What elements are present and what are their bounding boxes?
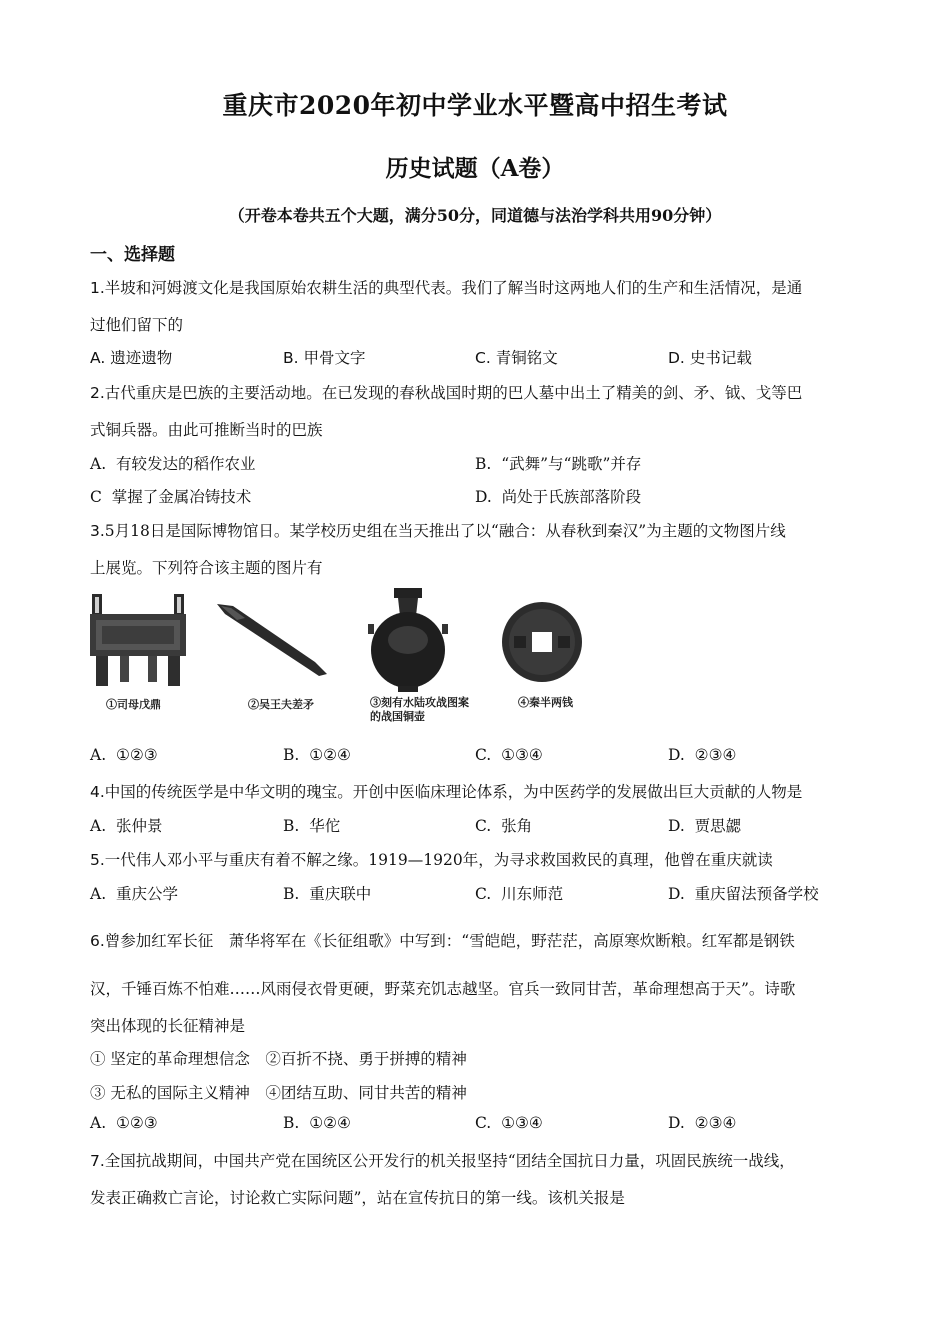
exam-instructions: （开卷本卷共五个大题，满分50分，同道德与法治学科共用90分钟） (228, 206, 722, 225)
q1-option-b: B. 甲骨文字 (283, 349, 366, 367)
q3-option-d: D. ②③④ (668, 746, 737, 764)
image-caption-1: ①司母戊鼎 (106, 698, 161, 711)
q4-option-d: D. 贾思勰 (668, 817, 742, 835)
q5-option-c: C. 川东师范 (475, 885, 564, 903)
bronze-pot-image (368, 586, 448, 694)
section-heading: 一、选择题 (90, 245, 175, 265)
q5-option-d: D. 重庆留法预备学校 (668, 885, 819, 903)
q3-option-c: C. ①③④ (475, 746, 543, 764)
q7-line1: 7.全国抗战期间，中国共产党在国统区公开发行的机关报坚持“团结全国抗日力量，巩固民族统一战线， (90, 1152, 795, 1170)
image-caption-2: ②吴王夫差矛 (248, 698, 314, 711)
coin-image (500, 600, 584, 684)
q2-option-a: A. 有较发达的稻作农业 (90, 455, 256, 473)
q6-option-a: A. ①②③ (90, 1114, 158, 1132)
q5-option-a: A. 重庆公学 (90, 885, 178, 903)
q6-line3: 突出体现的长征精神是 (90, 1017, 246, 1035)
q3-line1: 3.5月18日是国际博物馆日。某学校历史组在当天推出了以“融合：从春秋到秦汉”为主题的文物图片线 (90, 522, 786, 540)
q4-option-c: C. 张角 (475, 817, 533, 835)
q3-line2: 上展览。下列符合该主题的图片有 (90, 559, 323, 577)
q4-line1: 4.中国的传统医学是中华文明的瑰宝。开创中医临床理论体系，为中医药学的发展做出巨大贡献的人物是 (90, 783, 803, 801)
exam-subtitle: 历史试题（A卷） (385, 155, 565, 182)
q2-option-b: B. “武舞”与“跳歌”并存 (475, 455, 642, 473)
q6-option-c: C. ①③④ (475, 1114, 543, 1132)
spear-image (215, 600, 330, 680)
q6-item1: ① 坚定的革命理想信念 ②百折不挠、勇于拼搏的精神 (90, 1050, 467, 1068)
q4-option-b: B. 华佗 (283, 817, 341, 835)
q7-line2: 发表正确救亡言论，讨论救亡实际问题”，站在宣传抗日的第一线。该机关报是 (90, 1189, 625, 1207)
exam-title: 重庆市2020年初中学业水平暨高中招生考试 (222, 91, 728, 120)
q6-option-b: B. ①②④ (283, 1114, 351, 1132)
q6-line2: 汉，千锤百炼不怕难……风雨侵衣骨更硬，野菜充饥志越坚。官兵一致同甘苦，革命理想高于天”。诗歌 (90, 980, 796, 998)
q5-line1: 5.一代伟人邓小平与重庆有着不解之缘。1919—1920年，为寻求救国救民的真理，他曾在重庆就读 (90, 851, 773, 869)
q1-option-a: A. 遗迹遗物 (90, 349, 173, 367)
q4-option-a: A. 张仲景 (90, 817, 163, 835)
q6-option-d: D. ②③④ (668, 1114, 737, 1132)
q2-line1: 2.古代重庆是巴族的主要活动地。在已发现的春秋战国时期的巴人墓中出土了精美的剑、矛、钺、戈等巴 (90, 384, 803, 402)
q5-option-b: B. 重庆联中 (283, 885, 372, 903)
image-caption-3: ③刻有水陆攻战图案的战国铜壶 (370, 696, 469, 723)
q2-option-d: D. 尚处于氏族部落阶段 (475, 488, 642, 506)
q1-line2: 过他们留下的 (90, 316, 184, 334)
q3-option-a: A. ①②③ (90, 746, 158, 764)
ding-vessel-image (88, 588, 188, 688)
q6-item2: ③ 无私的国际主义精神 ④团结互助、同甘共苦的精神 (90, 1084, 467, 1102)
q6-line1: 6.曾参加红军长征 萧华将军在《长征组歌》中写到：“雪皑皑，野茫茫，高原寒炊断粮。红军都是钢铁 (90, 932, 795, 950)
image-caption-4: ④秦半两钱 (518, 696, 573, 709)
q1-line1: 1.半坡和河姆渡文化是我国原始农耕生活的典型代表。我们了解当时这两地人们的生产和生活情况，是通 (90, 279, 803, 297)
q1-option-c: C. 青铜铭文 (475, 349, 558, 367)
q2-line2: 式铜兵器。由此可推断当时的巴族 (90, 421, 323, 439)
q3-option-b: B. ①②④ (283, 746, 351, 764)
q1-option-d: D. 史书记载 (668, 349, 752, 367)
q2-option-c: C 掌握了金属冶铸技术 (90, 488, 252, 506)
